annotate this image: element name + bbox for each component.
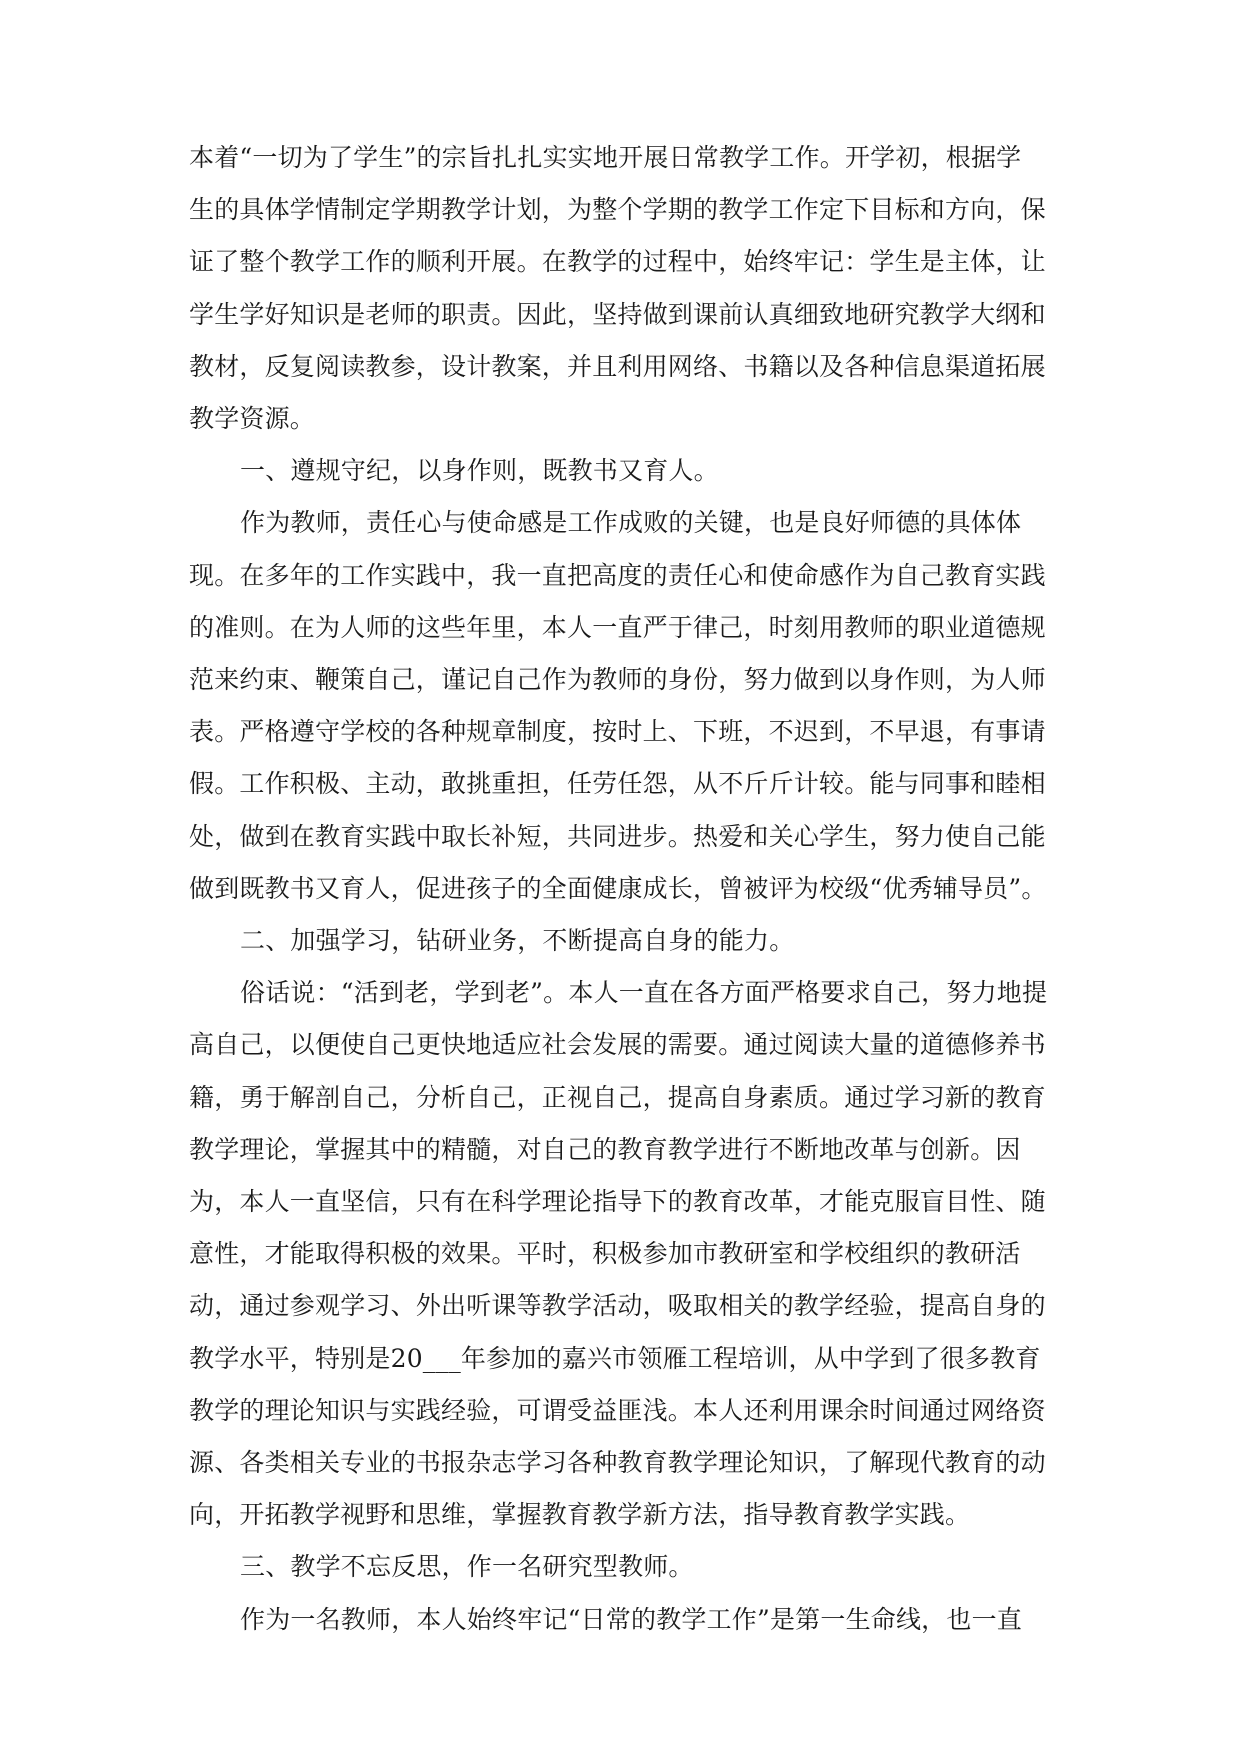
paragraph-line: 意性，才能取得积极的效果。平时，积极参加市教研室和学校组织的教研活 xyxy=(189,1239,1021,1269)
paragraph-line: 俗话说：“活到老，学到老”。本人一直在各方面严格要求自己，努力地提 xyxy=(240,978,1048,1008)
paragraph-line: 处，做到在教育实践中取长补短，共同进步。热爱和关心学生，努力使自己能 xyxy=(189,821,1046,851)
paragraph-line: 教学资源。 xyxy=(189,404,316,433)
paragraph-line: 的准则。在为人师的这些年里，本人一直严于律己，时刻用教师的职业道德规 xyxy=(189,612,1046,642)
paragraph-line: 高自己，以便使自己更快地适应社会发展的需要。通过阅读大量的道德修养书 xyxy=(189,1030,1046,1060)
paragraph-line: 表。严格遵守学校的各种规章制度，按时上、下班，不迟到，不早退，有事请 xyxy=(189,717,1046,747)
section-heading-3: 三、教学不忘反思，作一名研究型教师。 xyxy=(240,1552,694,1582)
paragraph-line: 作为教师，责任心与使命感是工作成败的关键，也是良好师德的具体体 xyxy=(240,508,1022,538)
paragraph-line: 籍，勇于解剖自己，分析自己，正视自己，提高自身素质。通过学习新的教育 xyxy=(189,1082,1046,1112)
section-heading-1: 一、遵规守纪，以身作则，既教书又育人。 xyxy=(240,456,719,486)
paragraph-line: 作为一名教师，本人始终牢记“日常的教学工作”是第一生命线，也一直 xyxy=(240,1604,1022,1634)
paragraph-line: 本着“一切为了学生”的宗旨扎扎实实地开展日常教学工作。开学初，根据学 xyxy=(189,143,1022,172)
section-heading-2: 二、加强学习，钻研业务，不断提高自身的能力。 xyxy=(240,926,795,955)
paragraph-line: 教材，反复阅读教参，设计教案，并且利用网络、书籍以及各种信息渠道拓展 xyxy=(189,351,1046,381)
paragraph-line: 做到既教书又育人，促进孩子的全面健康成长，曾被评为校级“优秀辅导员”。 xyxy=(189,873,1047,903)
paragraph-line: 证了整个教学工作的顺利开展。在教学的过程中，始终牢记：学生是主体，让 xyxy=(189,247,1046,277)
paragraph-line: 教学水平，特别是20___年参加的嘉兴市领雁工程培训，从中学到了很多教育 xyxy=(189,1343,1041,1373)
paragraph-line: 动，通过参观学习、外出听课等教学活动，吸取相关的教学经验，提高自身的 xyxy=(189,1291,1046,1321)
paragraph-line: 向，开拓教学视野和思维，掌握教育教学新方法，指导教育教学实践。 xyxy=(189,1500,971,1530)
paragraph-line: 为，本人一直坚信，只有在科学理论指导下的教育改革，才能克服盲目性、随 xyxy=(189,1187,1046,1216)
paragraph-line: 源、各类相关专业的书报杂志学习各种教育教学理论知识，了解现代教育的动 xyxy=(189,1448,1046,1477)
paragraph-line: 生的具体学情制定学期教学计划，为整个学期的教学工作定下目标和方向，保 xyxy=(189,195,1046,225)
paragraph-line: 教学的理论知识与实践经验，可谓受益匪浅。本人还利用课余时间通过网络资 xyxy=(189,1395,1046,1425)
paragraph-line: 假。工作积极、主动，敢挑重担，任劳任怨，从不斤斤计较。能与同事和睦相 xyxy=(189,769,1046,799)
paragraph-line: 范来约束、鞭策自己，谨记自己作为教师的身份，努力做到以身作则，为人师 xyxy=(189,665,1046,694)
paragraph-line: 学生学好知识是老师的职责。因此，坚持做到课前认真细致地研究教学大纲和 xyxy=(189,299,1046,329)
paragraph-line: 教学理论，掌握其中的精髓，对自己的教育教学进行不断地改革与创新。因 xyxy=(189,1134,1021,1164)
paragraph-line: 现。在多年的工作实践中，我一直把高度的责任心和使命感作为自己教育实践 xyxy=(189,560,1046,590)
